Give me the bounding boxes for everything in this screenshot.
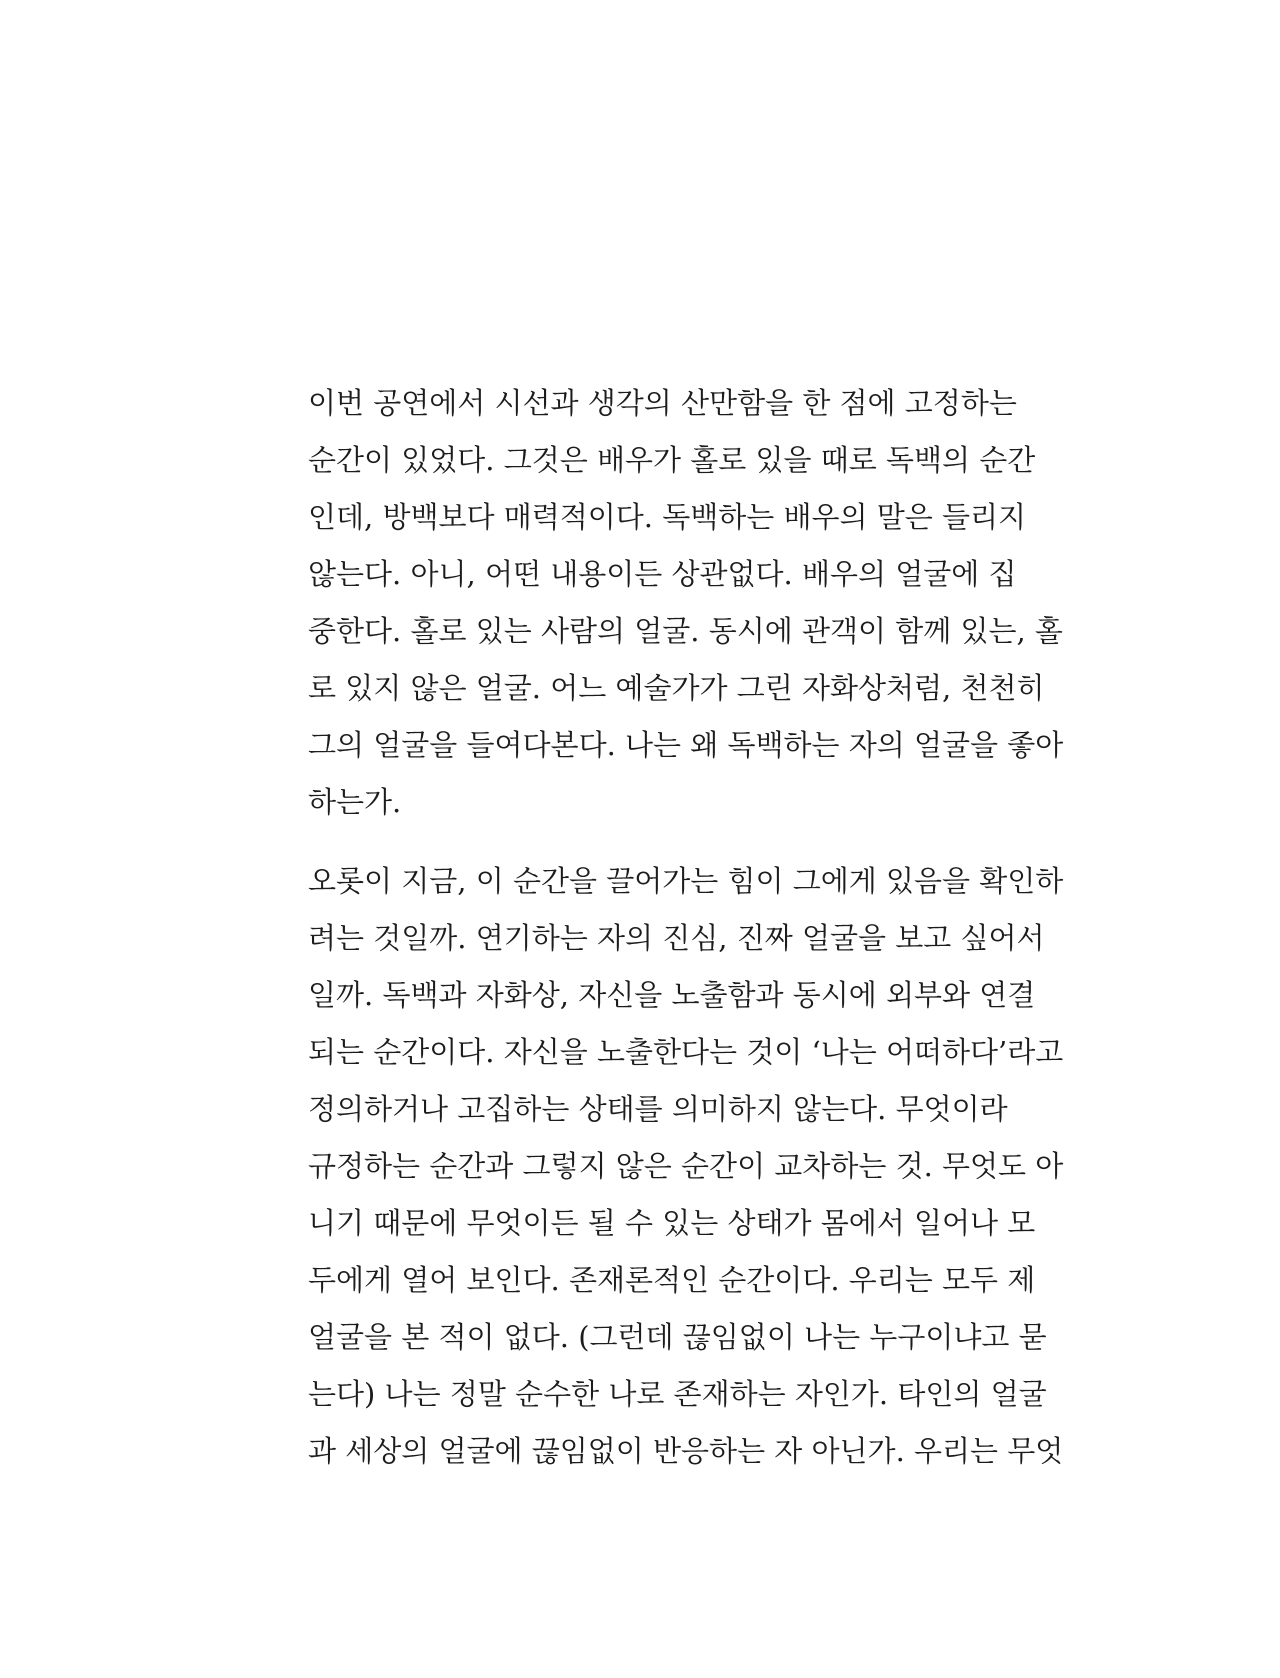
text-line: 순간이 있었다. 그것은 배우가 홀로 있을 때로 독백의 순간 — [308, 443, 1036, 477]
text-line: 얼굴을 본 적이 없다. (그런데 끊임없이 나는 누구이냐고 묻 — [308, 1320, 1047, 1354]
text-line: 로 있지 않은 얼굴. 어느 예술가가 그린 자화상처럼, 천천히 — [308, 671, 1045, 705]
paragraph-2 — [308, 853, 1064, 1480]
text-line: 두에게 열어 보인다. 존재론적인 순간이다. 우리는 모두 제 — [308, 1263, 1036, 1297]
text-line: 일까. 독백과 자화상, 자신을 노출함과 동시에 외부와 연결 — [308, 978, 1036, 1012]
text-line: 이번 공연에서 시선과 생각의 산만함을 한 점에 고정하는 — [308, 386, 1017, 420]
text-line: 인데, 방백보다 매력적이다. 독백하는 배우의 말은 들리지 — [308, 500, 1027, 534]
text-line: 규정하는 순간과 그렇지 않은 순간이 교차하는 것. 무엇도 아 — [308, 1149, 1064, 1183]
text-line: 하는가. — [308, 785, 402, 819]
text-line: 오롯이 지금, 이 순간을 끌어가는 힘이 그에게 있음을 확인하 — [308, 864, 1064, 898]
text-line: 과 세상의 얼굴에 끊임없이 반응하는 자 아닌가. 우리는 무엇 — [308, 1434, 1064, 1468]
text-line: 려는 것일까. 연기하는 자의 진심, 진짜 얼굴을 보고 싶어서 — [308, 921, 1045, 955]
text-line: 않는다. 아니, 어떤 내용이든 상관없다. 배우의 얼굴에 집 — [308, 557, 1017, 591]
text-line: 는다) 나는 정말 순수한 나로 존재하는 자인가. 타인의 얼굴 — [308, 1377, 1047, 1411]
text-line: 중한다. 홀로 있는 사람의 얼굴. 동시에 관객이 함께 있는, 홀 — [308, 614, 1063, 648]
text-line: 되는 순간이다. 자신을 노출한다는 것이 ‘나는 어떠하다’라고 — [308, 1035, 1064, 1069]
paragraph-1 — [308, 375, 1064, 831]
text-line: 정의하거나 고집하는 상태를 의미하지 않는다. 무엇이라 — [308, 1092, 1008, 1126]
text-line: 그의 얼굴을 들여다본다. 나는 왜 독백하는 자의 얼굴을 좋아 — [308, 728, 1064, 762]
text-line: 니기 때문에 무엇이든 될 수 있는 상태가 몸에서 일어나 모 — [308, 1206, 1036, 1240]
